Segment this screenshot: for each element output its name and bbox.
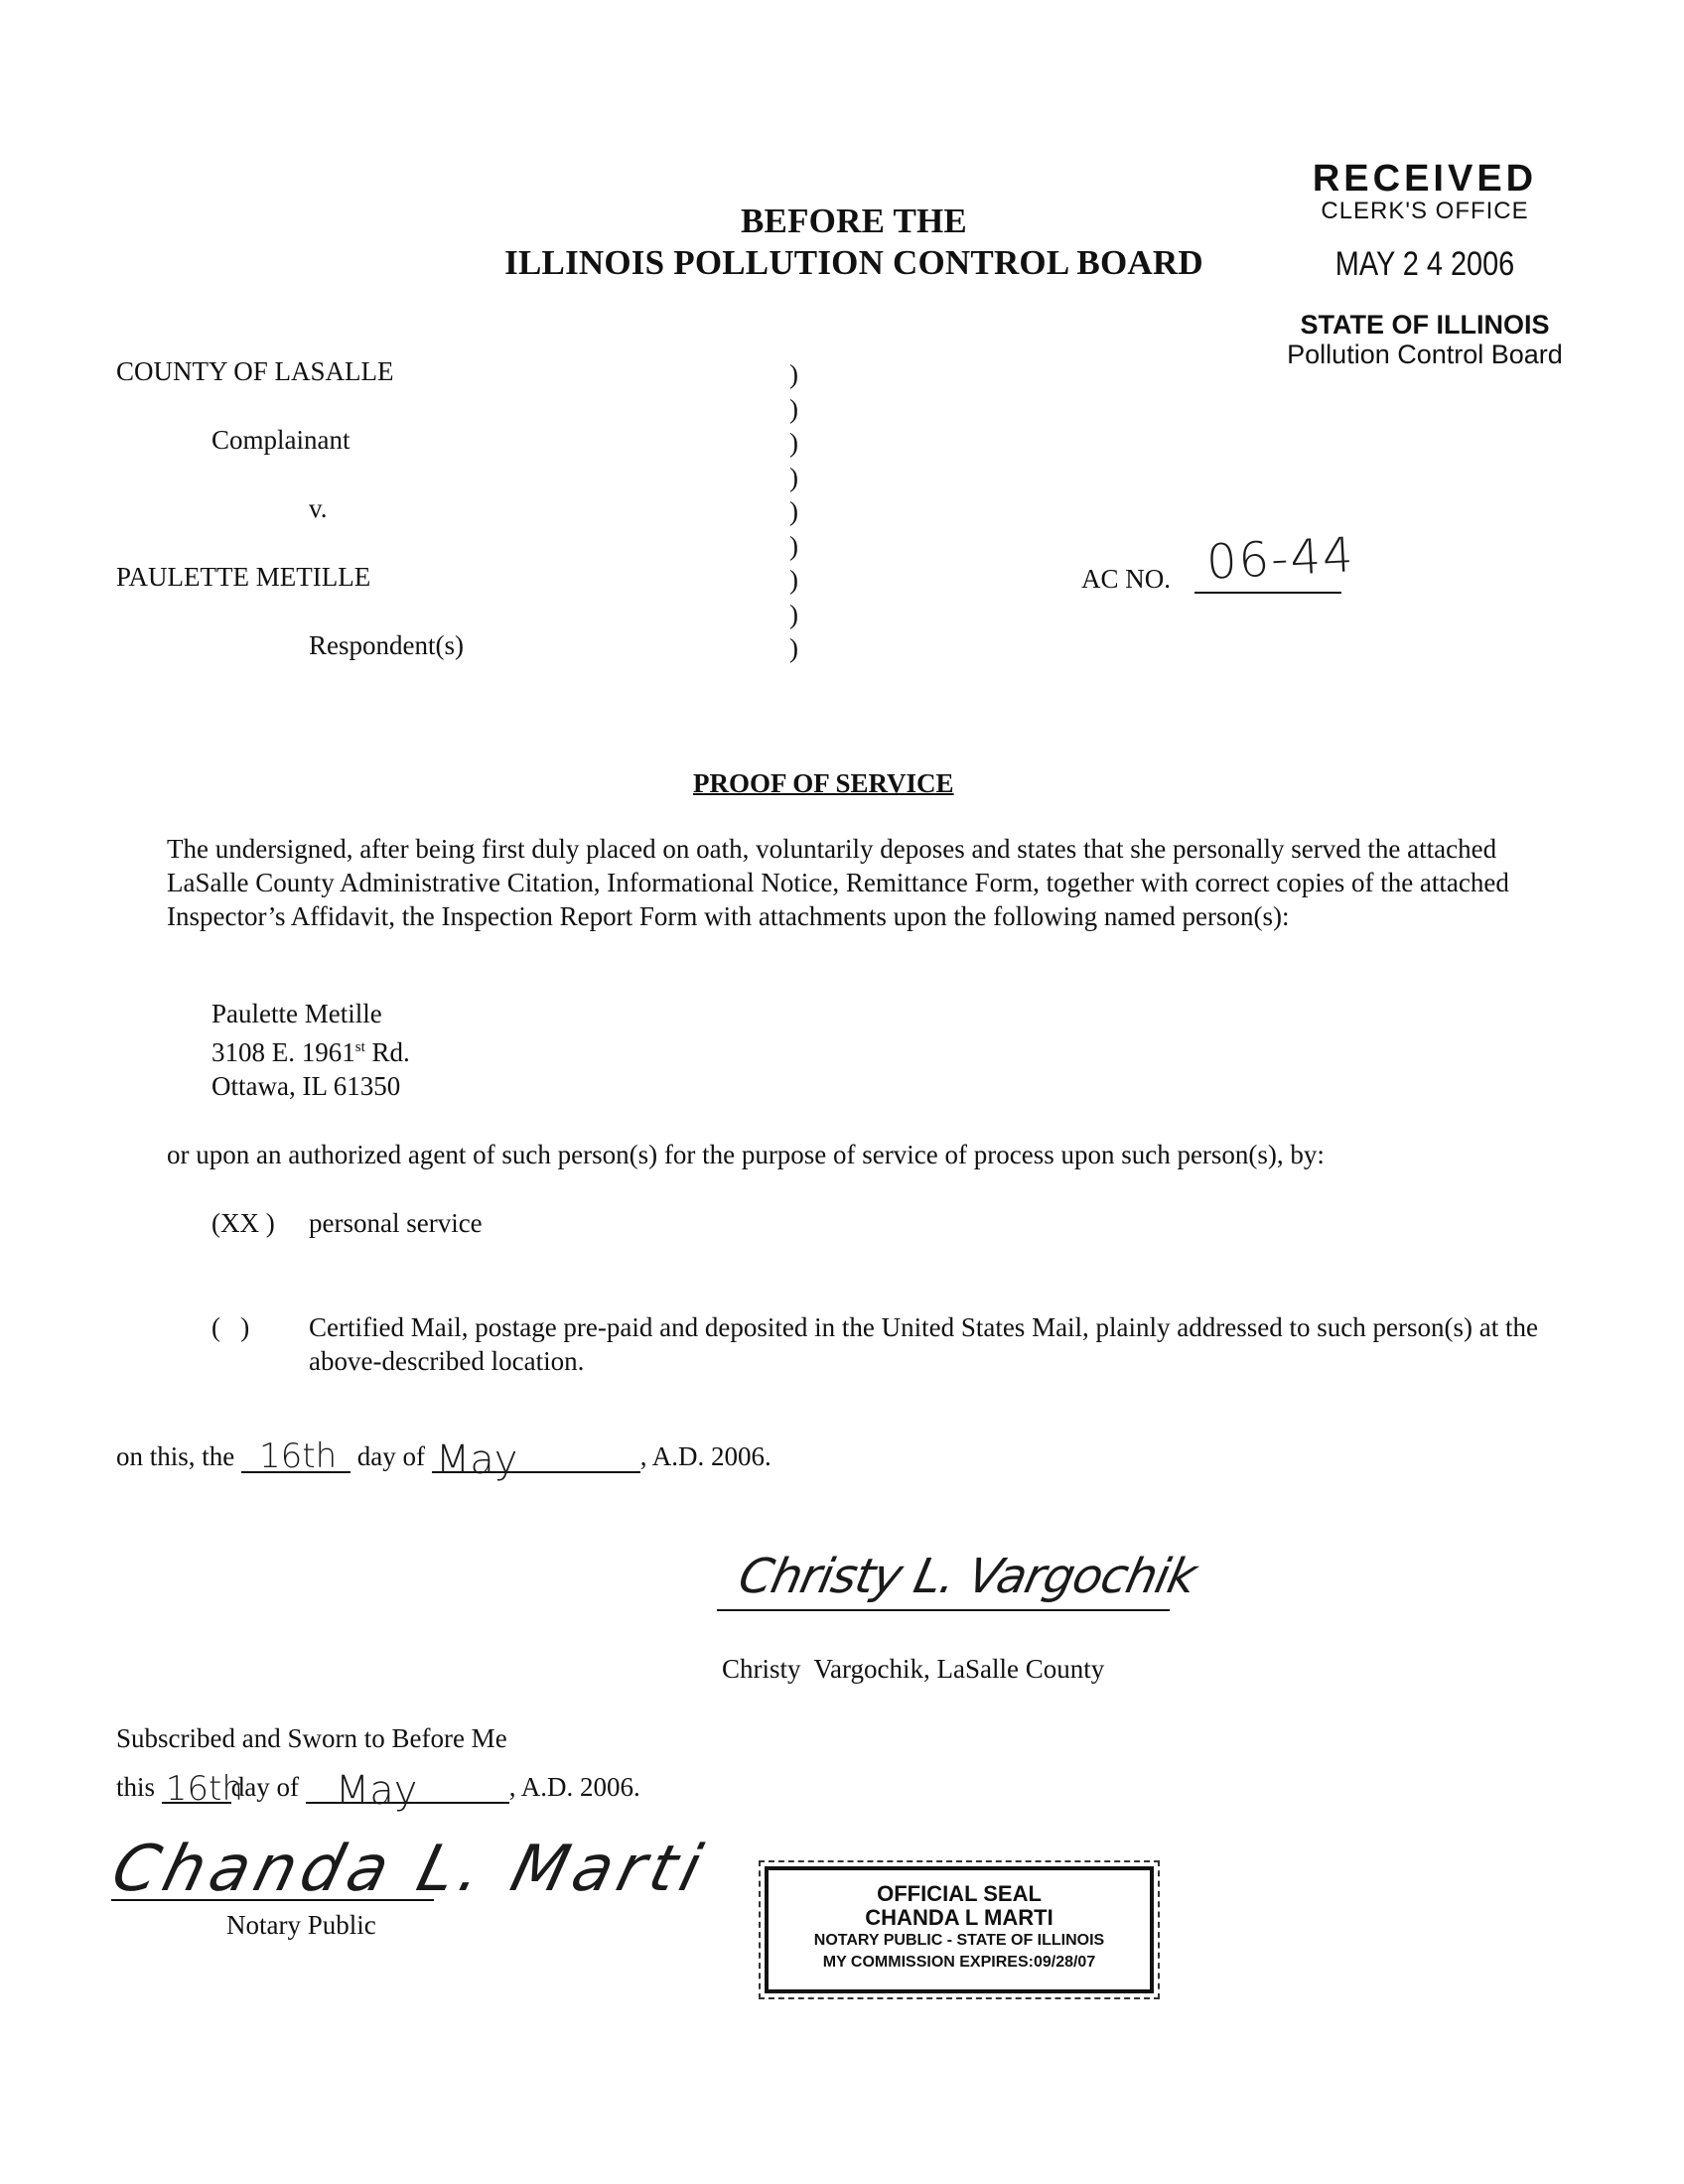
caption-paren-column (789, 357, 809, 666)
authorized-agent-text: or upon an authorized agent of such person(s) for the purpose of service of process upon such person(s), by: (167, 1140, 1325, 1169)
notary-date-line (116, 1768, 640, 1814)
caption-paren: ) (789, 428, 798, 458)
caption-paren: ) (789, 633, 798, 663)
received-stamp-state: STATE OF ILLINOIS (1300, 310, 1550, 340)
signer-signature: Christy L. Vargochik (734, 1549, 1201, 1604)
service-date-mid: day of (356, 1441, 425, 1471)
served-street-suffix: st (354, 1039, 365, 1055)
notary-signature: Chanda L. Marti (104, 1833, 715, 1906)
seal-commission: MY COMMISSION EXPIRES:09/28/07 (822, 1954, 1096, 1971)
received-stamp-office: CLERK'S OFFICE (1321, 198, 1529, 224)
notary-date-month-field (306, 1768, 509, 1814)
respondent-role: Respondent(s) (309, 630, 464, 660)
notary-date-day-field (162, 1769, 243, 1809)
option-personal-service-text: personal service (309, 1208, 483, 1238)
header-board-name: ILLINOIS POLLUTION CONTROL BOARD (504, 243, 1203, 282)
service-date-prefix: on this, the (116, 1441, 235, 1471)
notary-date-prefix: this (116, 1772, 156, 1802)
header-before-the: BEFORE THE (741, 202, 967, 240)
served-address-block (211, 997, 410, 1103)
versus-label: v. (309, 493, 328, 523)
received-stamp-board: Pollution Control Board (1287, 340, 1563, 369)
notary-public-label: Notary Public (226, 1910, 376, 1940)
seal-title: OFFICIAL SEAL (877, 1881, 1042, 1906)
ac-number-handwritten: 06-44 (1204, 527, 1356, 591)
ac-number-label: AC NO. (1081, 564, 1172, 594)
option-certified-mail-text: Certified Mail, postage pre-paid and deposited in the United States Mail, plainly addressed to such person(s) at the above-described location. (309, 1312, 1538, 1376)
caption-paren: ) (789, 496, 798, 526)
service-date-day: 16th (259, 1436, 338, 1476)
service-date-month-field (432, 1437, 640, 1483)
option-personal-service-mark: (XX ) (211, 1208, 275, 1238)
option-certified-mail-mark: ( ) (211, 1312, 250, 1342)
notary-signature-line (111, 1899, 434, 1901)
service-date-day-field (241, 1436, 351, 1476)
proof-of-service-heading: PROOF OF SERVICE (693, 768, 954, 798)
respondent-name: PAULETTE METILLE (116, 562, 371, 592)
service-date-month: May (435, 1437, 518, 1483)
notary-date-month: May (335, 1768, 418, 1814)
caption-paren: ) (789, 530, 798, 561)
served-city: Ottawa, IL 61350 (211, 1071, 401, 1101)
ac-number-line (1194, 592, 1341, 594)
caption-paren: ) (789, 462, 798, 492)
complainant-name: COUNTY OF LASALLE (116, 356, 394, 386)
served-street-number: 3108 E. 1961 (211, 1037, 355, 1067)
caption-paren: ) (789, 565, 798, 595)
caption-paren: ) (789, 359, 798, 389)
received-stamp-date: MAY 2 4 2006 (1334, 245, 1515, 283)
served-street-type: Rd. (364, 1037, 410, 1067)
seal-name: CHANDA L MARTI (865, 1905, 1053, 1930)
service-date-line (116, 1436, 772, 1483)
served-person-name: Paulette Metille (211, 999, 382, 1028)
notary-date-suffix: , A.D. 2006. (508, 1772, 640, 1802)
received-stamp-title: RECEIVED (1312, 158, 1538, 200)
service-intro-paragraph: The undersigned, after being first duly placed on oath, voluntarily deposes and states that she personally served the attached LaSalle County Administrative Citation, Informational Notice, Remittance Form, together with correct copies of the attached Inspector’s Affidavit, the Inspection Report Form with attachments upon the following named person(s): (167, 834, 1509, 931)
served-street (211, 1030, 410, 1069)
caption-paren: ) (789, 393, 798, 424)
received-stamp-agency (1261, 310, 1589, 369)
notary-date-day: 16th (165, 1769, 243, 1809)
signer-printed-name: Christy Vargochik, LaSalle County (722, 1654, 1105, 1684)
notary-subscribed-line: Subscribed and Sworn to Before Me (116, 1723, 507, 1753)
signer-signature-line (717, 1609, 1170, 1611)
complainant-role: Complainant (211, 425, 351, 455)
caption-paren: ) (789, 599, 798, 629)
official-notary-seal (765, 1866, 1154, 1993)
notary-date-mid: day of (230, 1772, 299, 1802)
service-date-suffix: , A.D. 2006. (639, 1441, 772, 1471)
seal-notary-state: NOTARY PUBLIC - STATE OF ILLINOIS (813, 1932, 1105, 1949)
